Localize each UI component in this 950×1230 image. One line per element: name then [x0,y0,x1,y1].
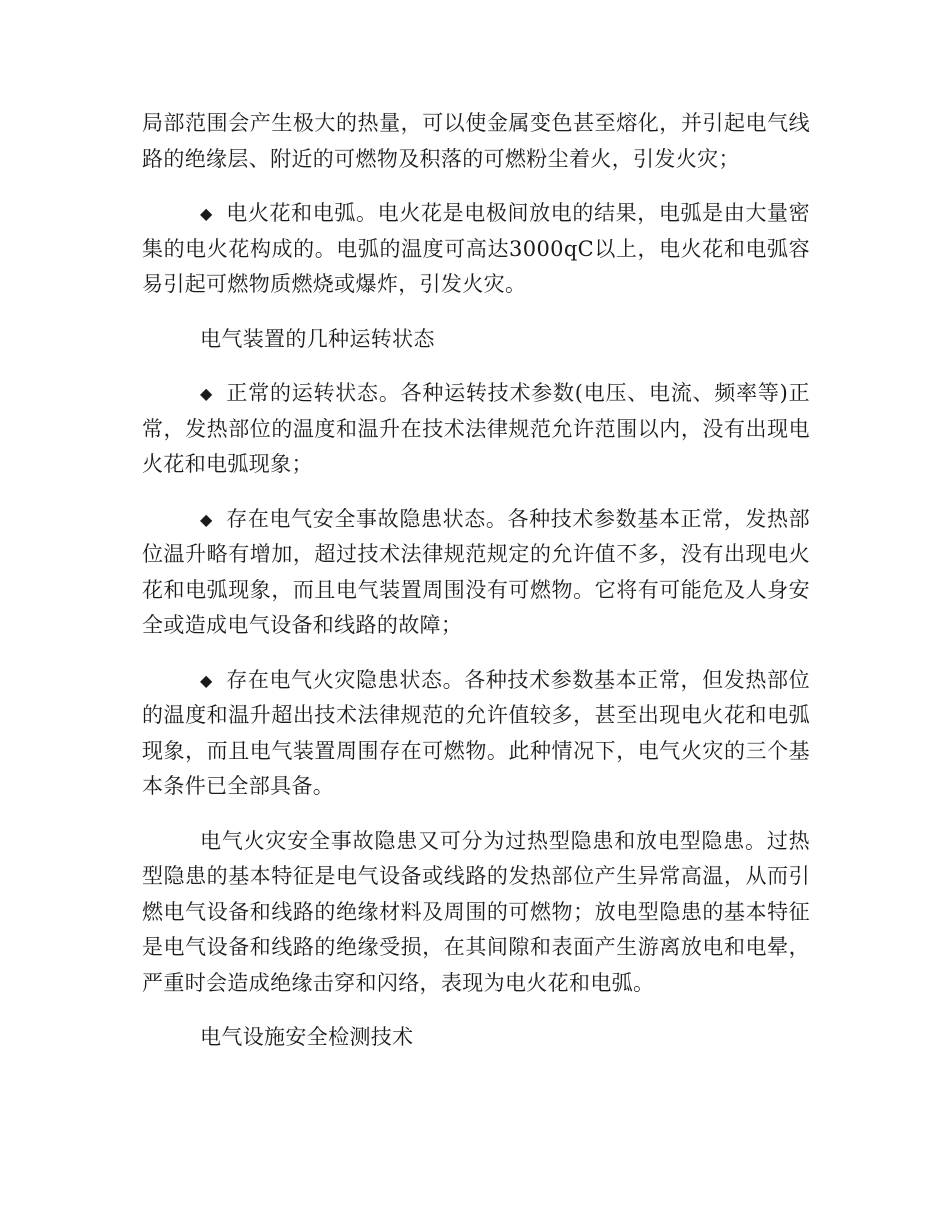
bullet-text: 正常的运转状态。各种运转技术参数(电压、电流、频率等)正常，发热部位的温度和温升在技术法律规范允许范围以内，没有出现电火花和电弧现象； [142,381,810,476]
diamond-bullet-icon: ◆ [200,670,213,690]
section-heading-operating-states: 电气装置的几种运转状态 [200,326,435,351]
bullet-text: 存在电气安全事故隐患状态。各种技术参数基本正常，发热部位温升略有增加，超过技术法律规范规定的允许值不多，没有出现电火花和电弧现象，而且电气装置周围没有可燃物。它将有可能危及人身安全或造成电气设备和线路的故障； [142,506,810,637]
bullet-paragraph-electric-arc [142,196,810,303]
bullet-paragraph-normal-state [142,376,810,483]
diamond-bullet-icon: ◆ [200,204,213,223]
continuation-paragraph: 局部范围会产生极大的热量，可以使金属变色甚至熔化，并引起电气线路的绝缘层、附近的可燃物及积落的可燃粉尘着火，引发火灾； [142,111,810,171]
body-paragraph-hazard-types: 电气火灾安全事故隐患又可分为过热型隐患和放电型隐患。过热型隐患的基本特征是电气设备或线路的发热部位产生异常高温，从而引燃电气设备和线路的绝缘材料及周围的可燃物；放电型隐患的基本特征是电气设备和线路的绝缘受损，在其间隙和表面产生游离放电和电晕，严重时会造成绝缘击穿和闪络，表现为电火花和电弧。 [142,828,810,995]
bullet-paragraph-fire-hazard-state [142,663,810,805]
bullet-text: 存在电气火灾隐患状态。各种技术参数基本正常，但发热部位的温度和温升超出技术法律规范的允许值较多，甚至出现电火花和电弧现象，而且电气装置周围存在可燃物。此种情况下，电气火灾的三个基本条件已全部具备。 [142,667,810,798]
document-body [142,106,810,1075]
bullet-paragraph-safety-hazard-state [142,502,810,644]
section-heading-inspection-technology: 电气设施安全检测技术 [200,1025,414,1049]
diamond-bullet-icon: ◆ [200,509,213,529]
diamond-bullet-icon: ◆ [200,384,213,403]
bullet-text: 电火花和电弧。电火花是电极间放电的结果，电弧是由大量密集的电火花构成的。电弧的温度可高达3000qC以上，电火花和电弧容易引起可燃物质燃烧或爆炸，引发火灾。 [142,201,810,296]
